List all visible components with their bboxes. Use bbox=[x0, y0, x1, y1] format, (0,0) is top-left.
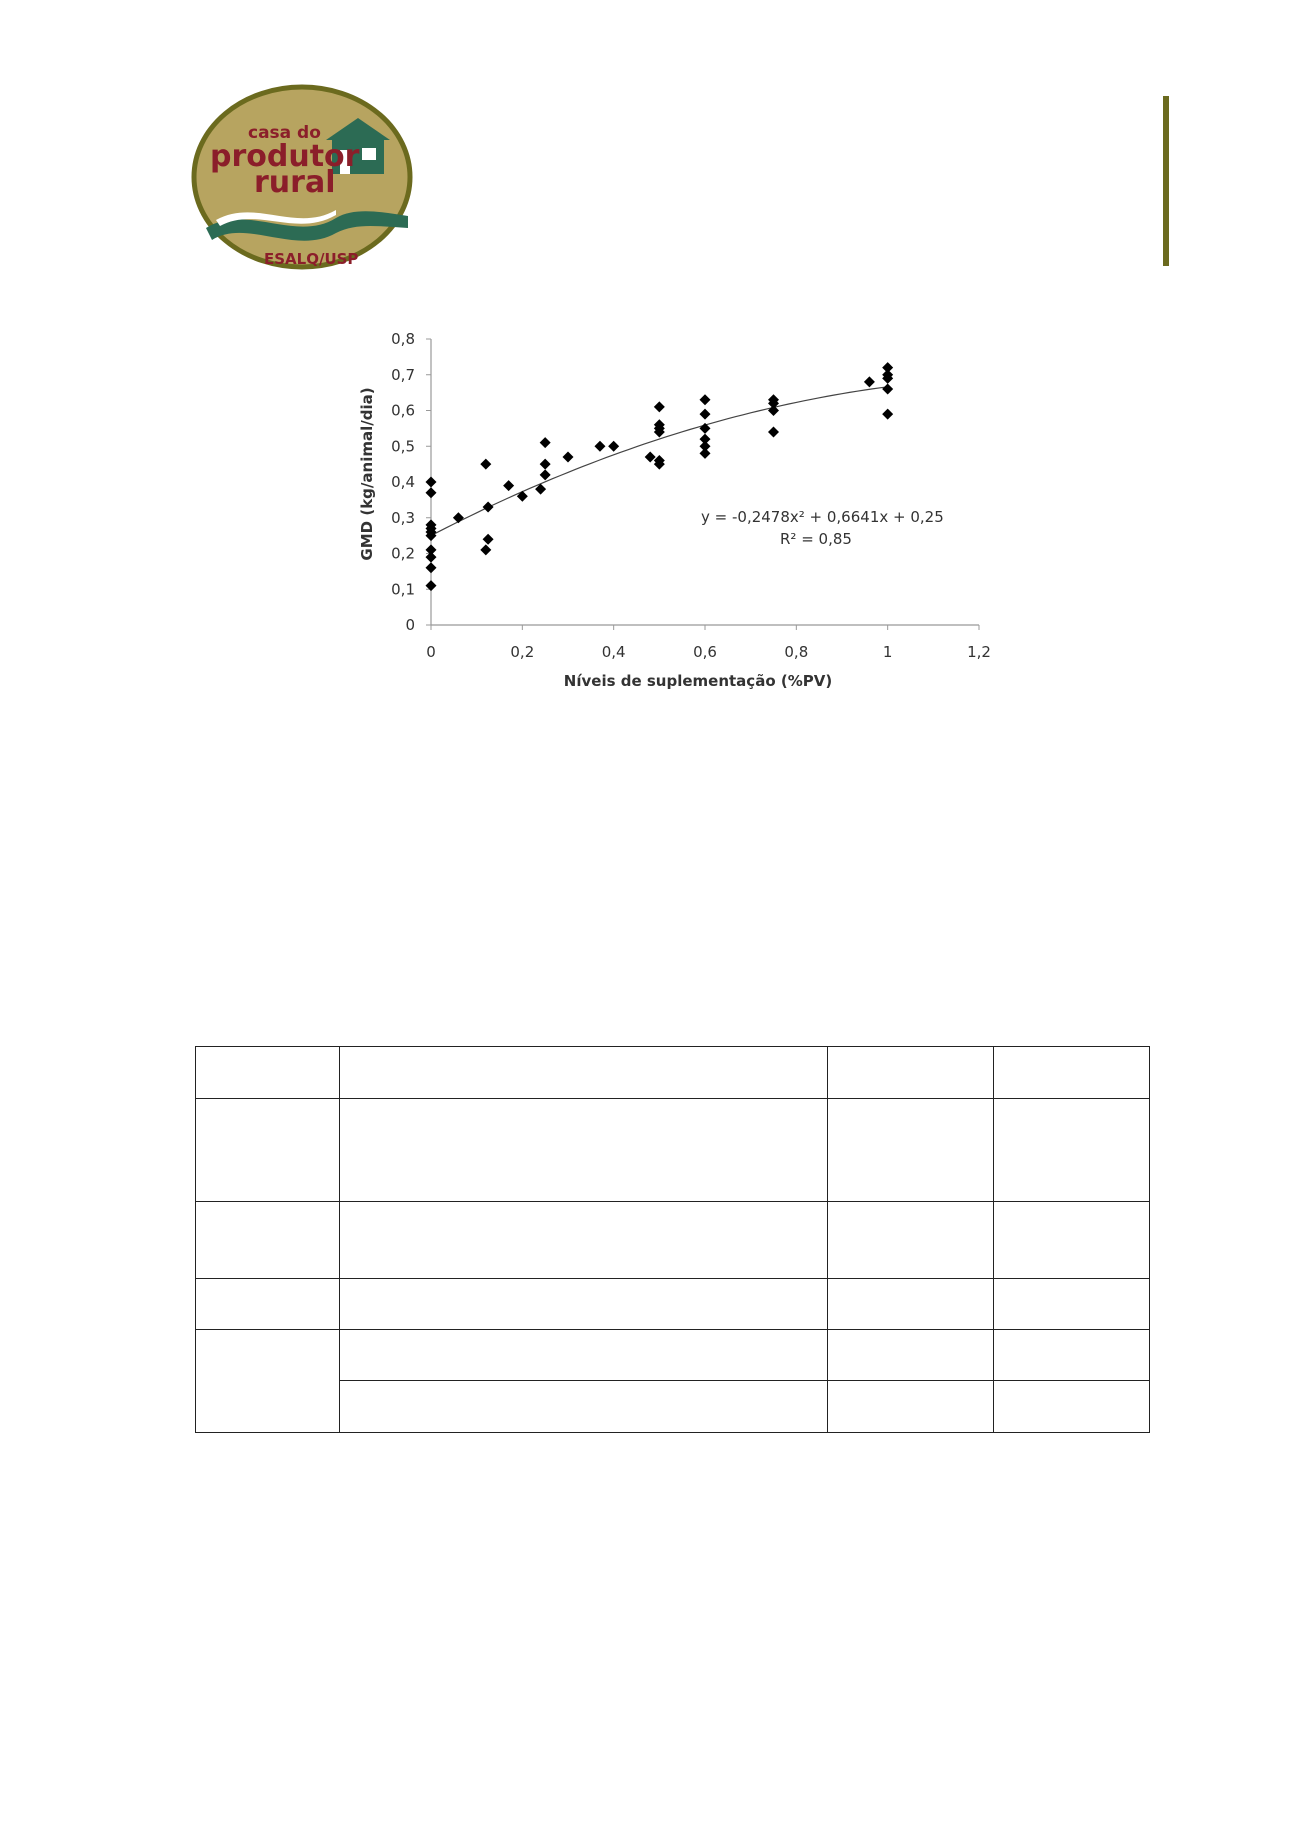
x-tick-label: 1,2 bbox=[967, 643, 991, 661]
table-row bbox=[196, 1330, 1150, 1381]
data-point bbox=[503, 480, 514, 491]
data-point bbox=[426, 487, 437, 498]
table-row bbox=[196, 1202, 1150, 1279]
y-axis-ticks bbox=[391, 330, 431, 634]
y-tick-label: 0,6 bbox=[391, 401, 415, 420]
table-cell bbox=[994, 1202, 1150, 1279]
data-point bbox=[540, 437, 551, 448]
y-axis-label: GMD (kg/animal/dia) bbox=[358, 387, 376, 561]
data-point bbox=[864, 376, 875, 387]
table-cell bbox=[994, 1381, 1150, 1433]
data-point bbox=[540, 469, 551, 480]
data-point bbox=[426, 562, 437, 573]
scatter-chart bbox=[340, 312, 1000, 712]
x-axis-label: Níveis de suplementação (%PV) bbox=[563, 672, 833, 690]
data-point bbox=[480, 544, 491, 555]
data-point bbox=[426, 477, 437, 488]
y-tick-label: 0,3 bbox=[391, 508, 415, 527]
table-cell bbox=[196, 1279, 340, 1330]
table-cell bbox=[340, 1381, 828, 1433]
x-tick-label: 0 bbox=[426, 643, 436, 661]
logo-line-3: rural bbox=[254, 165, 336, 200]
header-vertical-rule bbox=[1163, 96, 1169, 266]
table-cell bbox=[828, 1202, 994, 1279]
trend-equation: y = -0,2478x² + 0,6641x + 0,25 bbox=[701, 508, 944, 526]
data-point bbox=[594, 441, 605, 452]
table-cell bbox=[828, 1381, 994, 1433]
logo-line-2: produtor bbox=[210, 139, 360, 174]
data-point bbox=[563, 451, 574, 462]
table-row bbox=[196, 1279, 1150, 1330]
table-cell bbox=[340, 1330, 828, 1381]
casa-do-produtor-rural-logo bbox=[186, 78, 418, 276]
y-tick-label: 0,7 bbox=[391, 365, 415, 384]
data-point bbox=[700, 448, 711, 459]
data-point bbox=[768, 426, 779, 437]
table-cell bbox=[196, 1330, 340, 1433]
data-point bbox=[654, 401, 665, 412]
y-tick-label: 0,5 bbox=[391, 437, 415, 456]
table-cell bbox=[340, 1047, 828, 1099]
y-tick-label: 0,8 bbox=[391, 330, 415, 348]
table-row bbox=[196, 1047, 1150, 1099]
x-tick-label: 1 bbox=[882, 643, 893, 661]
x-tick-label: 0,2 bbox=[510, 643, 535, 661]
table-cell bbox=[828, 1330, 994, 1381]
data-point bbox=[700, 409, 711, 420]
table-cell bbox=[828, 1099, 994, 1202]
x-tick-label: 0,8 bbox=[784, 643, 809, 661]
table-cell bbox=[994, 1099, 1150, 1202]
data-point bbox=[453, 512, 464, 523]
table-cell bbox=[994, 1047, 1150, 1099]
table-cell bbox=[994, 1279, 1150, 1330]
r-squared: R² = 0,85 bbox=[780, 530, 852, 548]
data-point bbox=[540, 459, 551, 470]
data-point bbox=[700, 394, 711, 405]
table-cell bbox=[340, 1099, 828, 1202]
table-body bbox=[196, 1047, 1150, 1433]
data-point bbox=[882, 409, 893, 420]
data-point bbox=[483, 502, 494, 513]
data-points bbox=[426, 362, 894, 591]
table-cell bbox=[196, 1099, 340, 1202]
chart-axes bbox=[431, 339, 979, 625]
table-row bbox=[196, 1099, 1150, 1202]
table-cell bbox=[196, 1202, 340, 1279]
table-cell bbox=[994, 1330, 1150, 1381]
y-tick-label: 0,4 bbox=[391, 473, 415, 491]
data-point bbox=[517, 491, 528, 502]
table-cell bbox=[828, 1047, 994, 1099]
y-tick-label: 0 bbox=[405, 616, 415, 634]
y-tick-label: 0,1 bbox=[391, 580, 415, 599]
data-point bbox=[645, 451, 656, 462]
table-cell bbox=[196, 1047, 340, 1099]
data-table bbox=[195, 1046, 1150, 1433]
data-point bbox=[608, 441, 619, 452]
data-point bbox=[480, 459, 491, 470]
table-cell bbox=[340, 1202, 828, 1279]
x-axis-ticks bbox=[426, 625, 991, 661]
x-tick-label: 0,6 bbox=[693, 643, 717, 661]
logo-line-4: ESALQ/USP bbox=[264, 250, 359, 268]
data-point bbox=[483, 534, 494, 545]
data-point bbox=[882, 384, 893, 395]
table-cell bbox=[828, 1279, 994, 1330]
y-tick-label: 0,2 bbox=[391, 544, 415, 563]
x-tick-label: 0,4 bbox=[601, 643, 626, 661]
table-cell bbox=[340, 1279, 828, 1330]
logo-line-1: casa do bbox=[248, 123, 321, 143]
table-row bbox=[196, 1381, 1150, 1433]
